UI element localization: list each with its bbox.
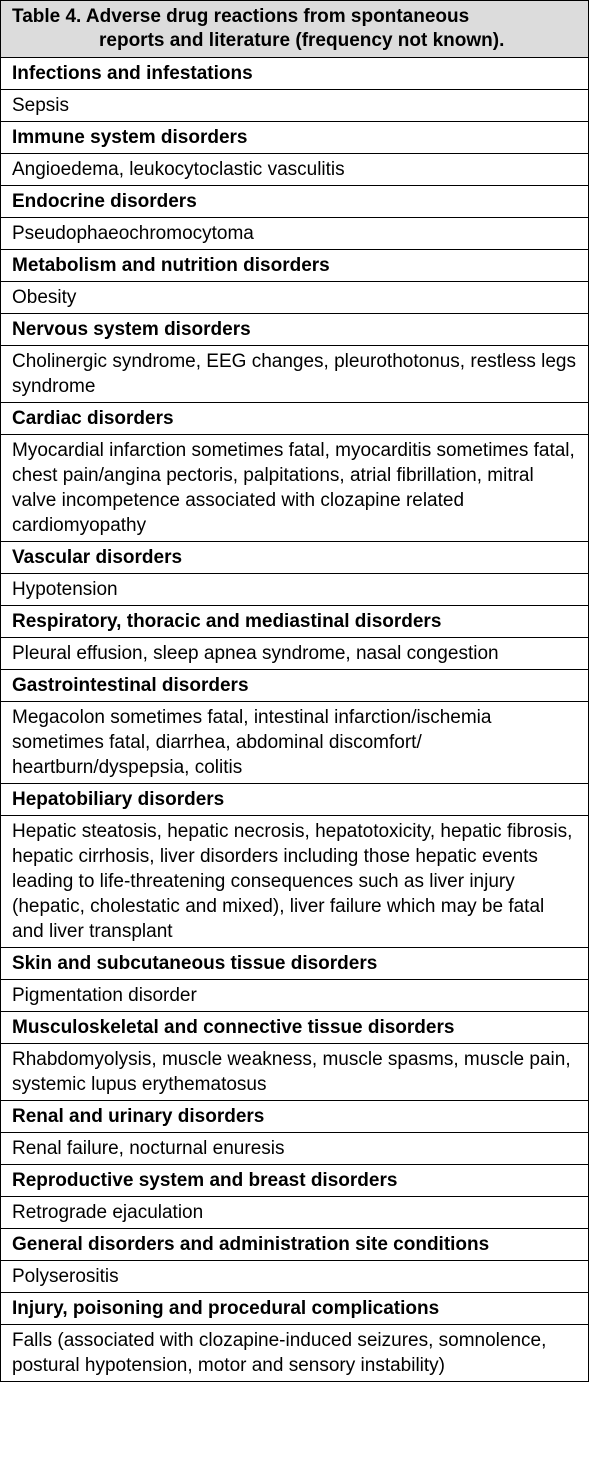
category-heading: Cardiac disorders bbox=[1, 403, 589, 435]
category-heading: Vascular disorders bbox=[1, 542, 589, 574]
table-body bbox=[1, 58, 589, 1382]
reaction-list: Hypotension bbox=[1, 574, 589, 606]
category-row bbox=[1, 186, 589, 218]
reaction-row bbox=[1, 980, 589, 1012]
category-heading: Musculoskeletal and connective tissue disorders bbox=[1, 1012, 589, 1044]
category-heading: Respiratory, thoracic and mediastinal disorders bbox=[1, 606, 589, 638]
reaction-row bbox=[1, 1133, 589, 1165]
reaction-row bbox=[1, 435, 589, 542]
category-row bbox=[1, 314, 589, 346]
category-row bbox=[1, 403, 589, 435]
category-heading: Gastrointestinal disorders bbox=[1, 670, 589, 702]
category-heading: Immune system disorders bbox=[1, 122, 589, 154]
table-title-line-1: Table 4. Adverse drug reactions from spontaneous bbox=[12, 6, 470, 27]
reaction-row bbox=[1, 218, 589, 250]
category-row bbox=[1, 1101, 589, 1133]
category-row bbox=[1, 1165, 589, 1197]
category-row bbox=[1, 606, 589, 638]
category-heading: Endocrine disorders bbox=[1, 186, 589, 218]
reaction-row bbox=[1, 346, 589, 403]
table-title-line-2: reports and literature (frequency not known). bbox=[99, 30, 505, 51]
reaction-list: Obesity bbox=[1, 282, 589, 314]
reaction-row bbox=[1, 574, 589, 606]
category-row bbox=[1, 542, 589, 574]
reaction-list: Falls (associated with clozapine-induced seizures, somnolence, postural hypotension, motor and sensory instability) bbox=[1, 1325, 589, 1382]
reaction-list: Renal failure, nocturnal enuresis bbox=[1, 1133, 589, 1165]
reaction-list: Sepsis bbox=[1, 90, 589, 122]
reaction-list: Retrograde ejaculation bbox=[1, 1197, 589, 1229]
reaction-list: Megacolon sometimes fatal, intestinal infarction/ischemia sometimes fatal, diarrhea, abdominal discomfort/ heartburn/dyspepsia, colitis bbox=[1, 702, 589, 784]
category-row bbox=[1, 122, 589, 154]
category-heading: Reproductive system and breast disorders bbox=[1, 1165, 589, 1197]
category-heading: General disorders and administration site conditions bbox=[1, 1229, 589, 1261]
reaction-list: Pseudophaeochromocytoma bbox=[1, 218, 589, 250]
reaction-row bbox=[1, 816, 589, 948]
category-row bbox=[1, 1229, 589, 1261]
reaction-row bbox=[1, 1261, 589, 1293]
category-row bbox=[1, 58, 589, 90]
reaction-row bbox=[1, 702, 589, 784]
category-row bbox=[1, 948, 589, 980]
reaction-list: Pleural effusion, sleep apnea syndrome, nasal congestion bbox=[1, 638, 589, 670]
category-heading: Hepatobiliary disorders bbox=[1, 784, 589, 816]
reaction-list: Angioedema, leukocytoclastic vasculitis bbox=[1, 154, 589, 186]
category-heading: Infections and infestations bbox=[1, 58, 589, 90]
category-heading: Nervous system disorders bbox=[1, 314, 589, 346]
reaction-row bbox=[1, 90, 589, 122]
reaction-list: Myocardial infarction sometimes fatal, myocarditis sometimes fatal, chest pain/angina pectoris, palpitations, atrial fibrillation, mitral valve incompetence associated with clozapine related cardiomyopathy bbox=[1, 435, 589, 542]
reaction-row bbox=[1, 1197, 589, 1229]
category-heading: Skin and subcutaneous tissue disorders bbox=[1, 948, 589, 980]
reaction-row bbox=[1, 1044, 589, 1101]
category-row bbox=[1, 250, 589, 282]
table-title-row bbox=[1, 1, 589, 58]
category-row bbox=[1, 1293, 589, 1325]
reaction-list: Cholinergic syndrome, EEG changes, pleurothotonus, restless legs syndrome bbox=[1, 346, 589, 403]
reaction-list: Rhabdomyolysis, muscle weakness, muscle spasms, muscle pain, systemic lupus erythematosus bbox=[1, 1044, 589, 1101]
category-row bbox=[1, 1012, 589, 1044]
reaction-list: Hepatic steatosis, hepatic necrosis, hepatotoxicity, hepatic fibrosis, hepatic cirrhosis, liver disorders including those hepatic events leading to life-threatening consequences such as liver injury (hepatic, cholestatic and mixed), liver failure which may be fatal and liver transplant bbox=[1, 816, 589, 948]
table-title bbox=[1, 1, 589, 58]
category-row bbox=[1, 670, 589, 702]
category-heading: Injury, poisoning and procedural complications bbox=[1, 1293, 589, 1325]
reaction-row bbox=[1, 282, 589, 314]
reaction-list: Pigmentation disorder bbox=[1, 980, 589, 1012]
category-row bbox=[1, 784, 589, 816]
category-heading: Metabolism and nutrition disorders bbox=[1, 250, 589, 282]
category-heading: Renal and urinary disorders bbox=[1, 1101, 589, 1133]
reaction-list: Polyserositis bbox=[1, 1261, 589, 1293]
reaction-row bbox=[1, 154, 589, 186]
reaction-row bbox=[1, 1325, 589, 1382]
reaction-row bbox=[1, 638, 589, 670]
